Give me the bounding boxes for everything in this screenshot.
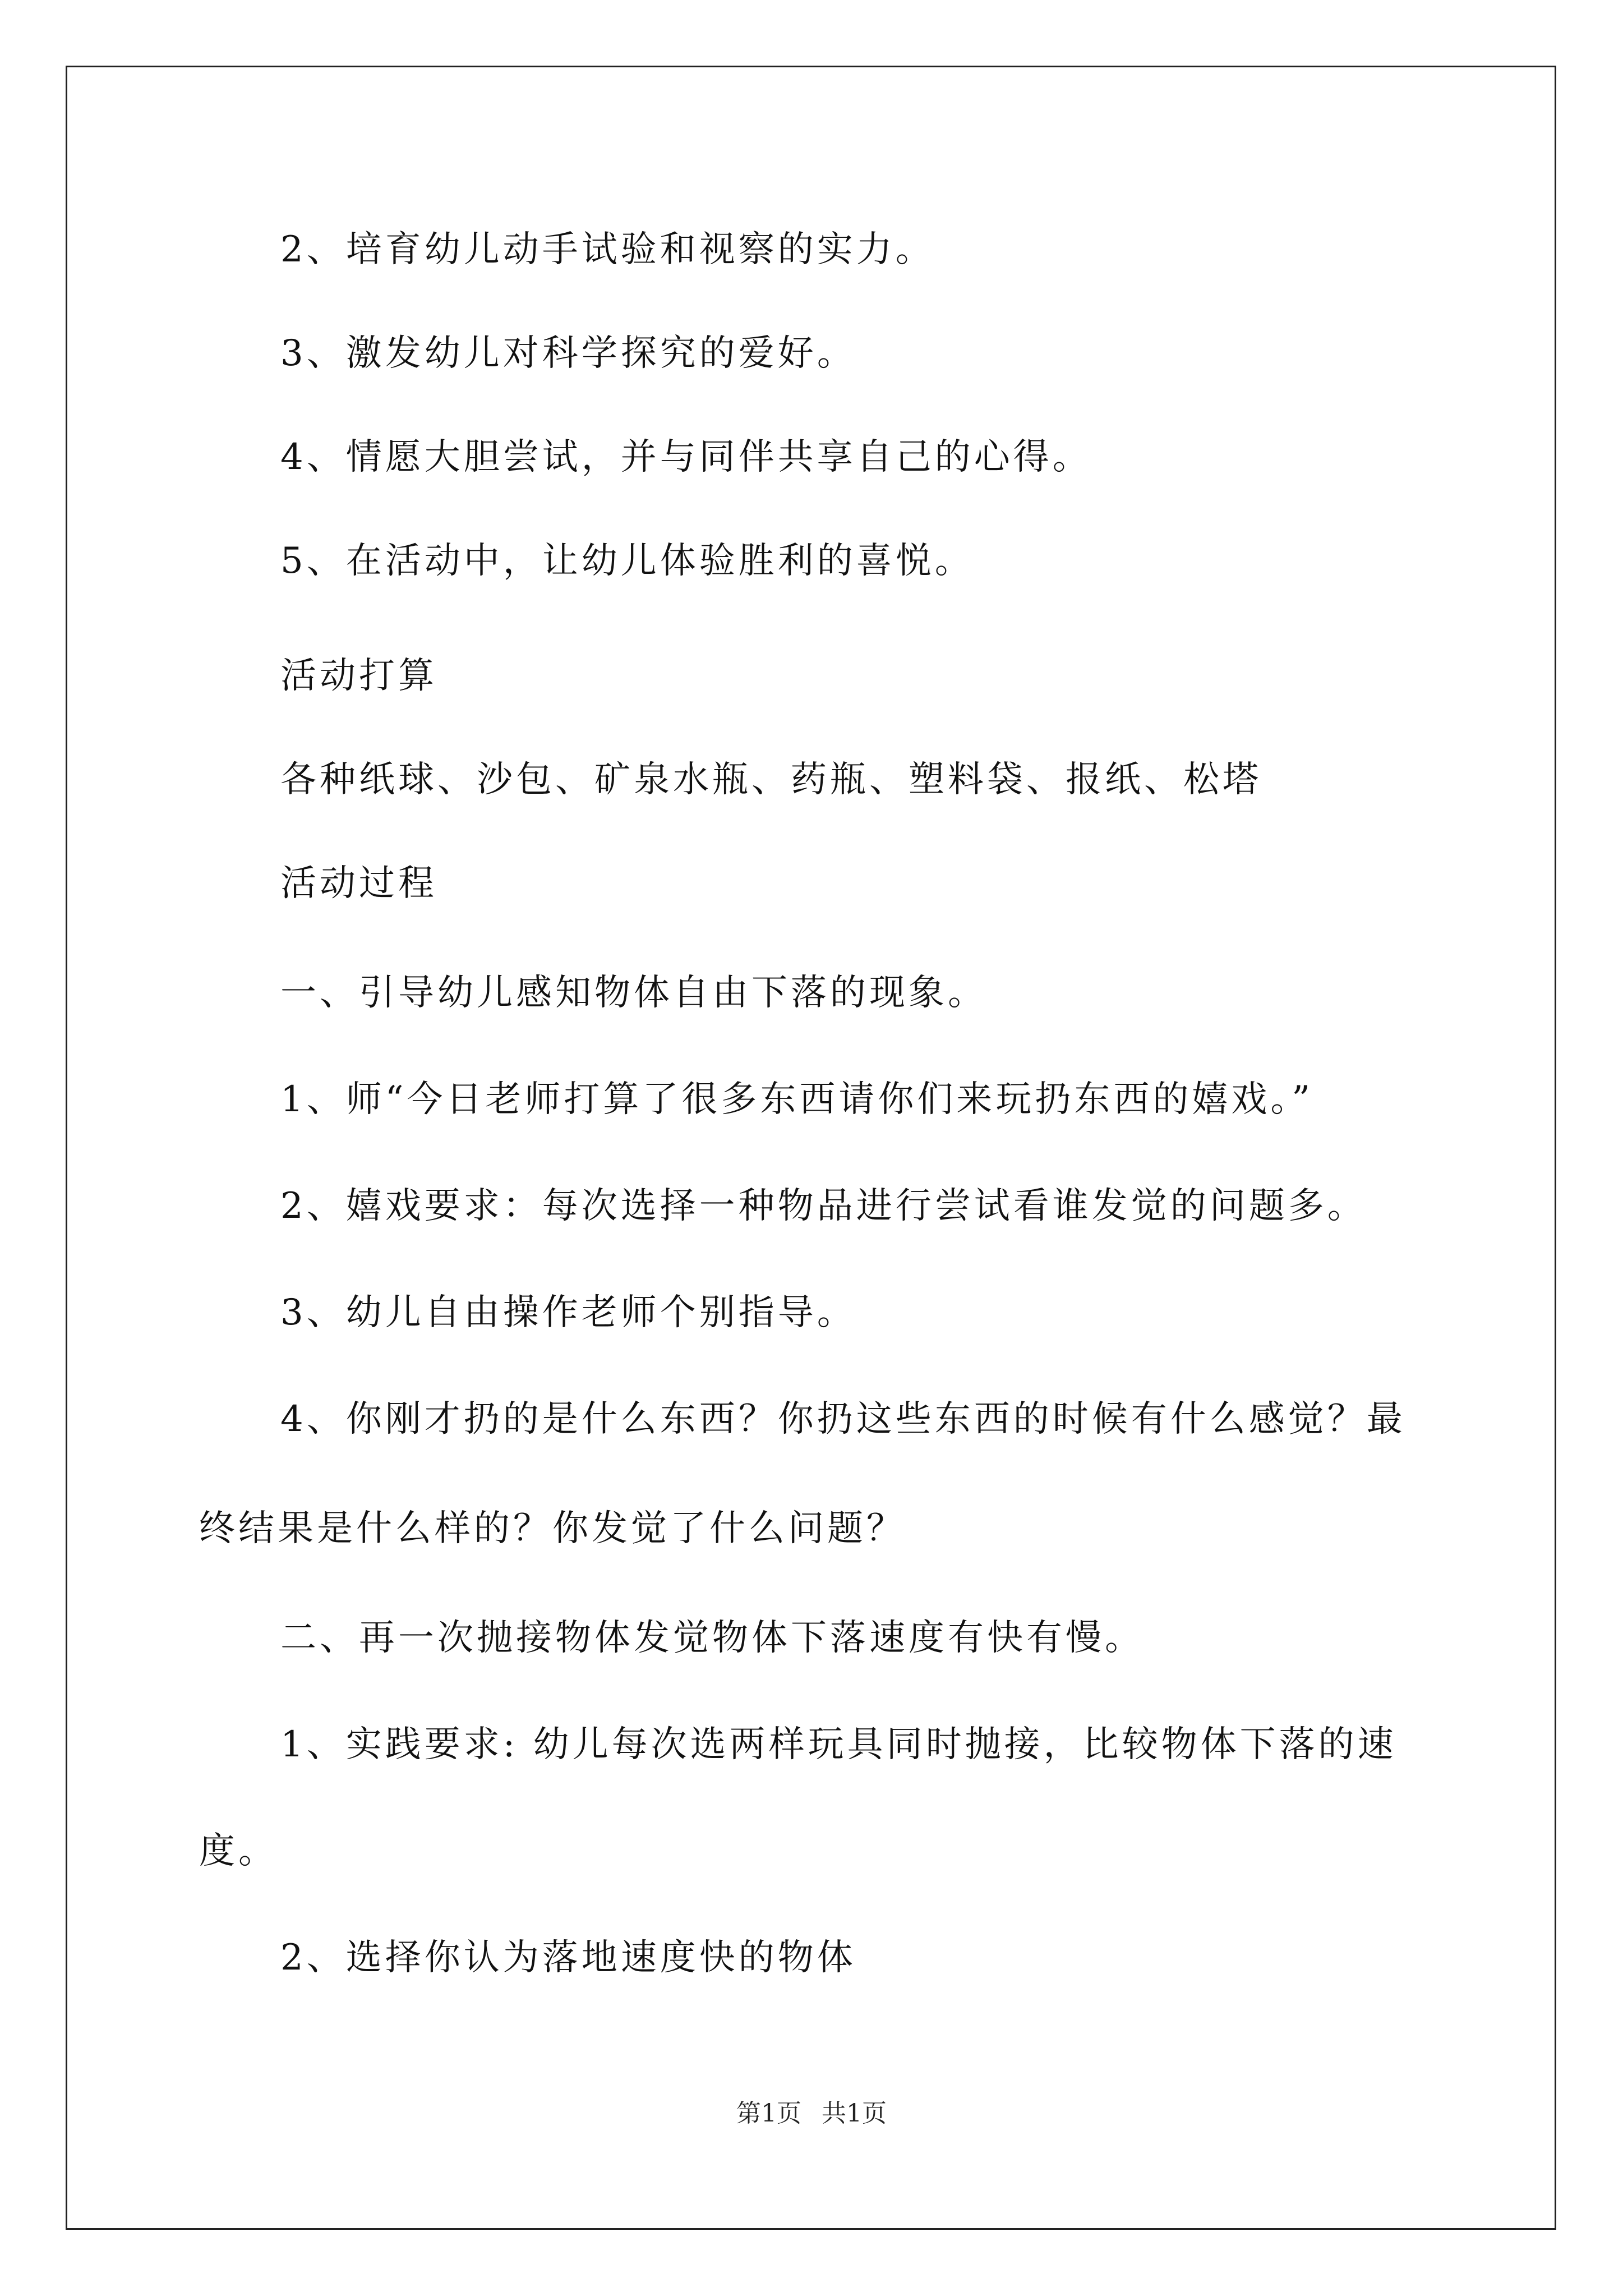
text-line: 1、实践要求: 幼儿每次选两样玩具同时抛接，比较物体下落的速 bbox=[280, 1724, 1397, 1765]
text-line: 3、激发幼儿对科学探究的爱好。 bbox=[280, 333, 856, 374]
text-line: 2、选择你认为落地速度快的物体 bbox=[280, 1937, 856, 1978]
text-line-continued: 度。 bbox=[199, 1830, 278, 1872]
text-line: 2、培育幼儿动手试验和视察的实力。 bbox=[280, 229, 935, 270]
text-line: 二、再一次抛接物体发觉物体下落速度有快有慢。 bbox=[280, 1617, 1144, 1659]
section-heading: 活动打算 bbox=[280, 655, 437, 697]
text-line: 5、在活动中，让幼儿体验胜利的喜悦。 bbox=[280, 540, 974, 582]
page-border bbox=[66, 66, 1556, 2230]
text-line-continued: 终结果是什么样的？你发觉了什么问题？ bbox=[199, 1508, 906, 1549]
text-line: 各种纸球、沙包、矿泉水瓶、药瓶、塑料袋、报纸、松塔 bbox=[280, 759, 1262, 800]
text-line: 4、情愿大胆尝试，并与同伴共享自己的心得。 bbox=[280, 436, 1092, 478]
text-line: 一、引导幼儿感知物体自由下落的现象。 bbox=[280, 972, 987, 1014]
text-line: 2、嬉戏要求：每次选择一种物品进行尝试看谁发觉的问题多。 bbox=[280, 1185, 1367, 1227]
text-line: 1、师“今日老师打算了很多东西请你们来玩扔东西的嬉戏。” bbox=[280, 1079, 1314, 1120]
text-line: 3、幼儿自由操作老师个别指导。 bbox=[280, 1292, 856, 1333]
section-heading: 活动过程 bbox=[280, 863, 437, 904]
text-line: 4、你刚才扔的是什么东西？你扔这些东西的时候有什么感觉？最 bbox=[280, 1398, 1406, 1440]
page-footer bbox=[0, 2098, 1623, 2129]
page-total: 共1页 bbox=[822, 2099, 887, 2128]
page-number: 第1页 bbox=[736, 2099, 801, 2128]
